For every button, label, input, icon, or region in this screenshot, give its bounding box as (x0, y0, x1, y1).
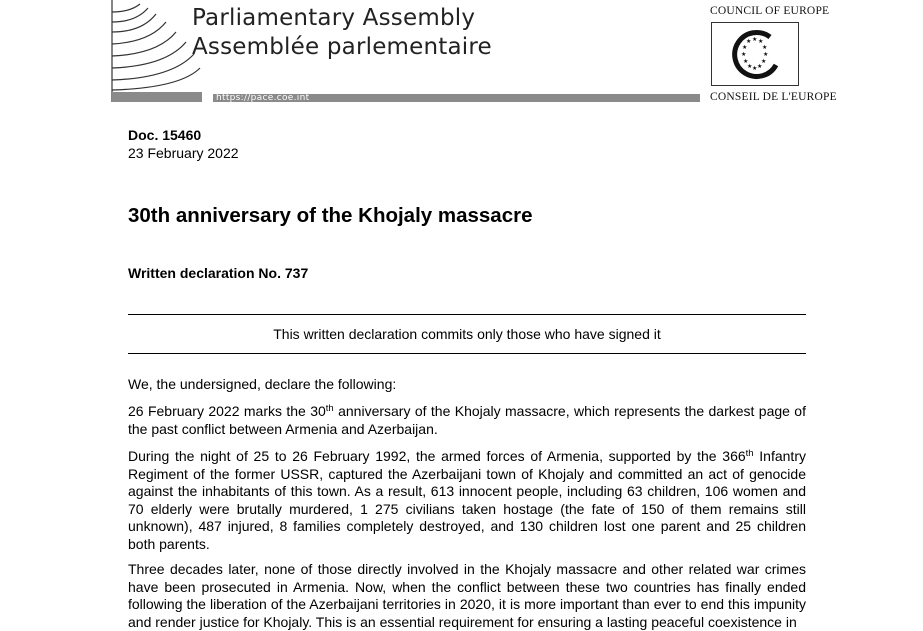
paragraph-anniversary (128, 403, 806, 438)
superscript: th (745, 448, 754, 459)
svg-text:★: ★ (746, 38, 752, 45)
svg-text:★: ★ (763, 51, 769, 58)
declaration-number: Written declaration No. 737 (128, 265, 309, 281)
top-divider (128, 314, 806, 315)
svg-text:★: ★ (758, 38, 764, 45)
paragraph-events (128, 448, 806, 553)
svg-text:★: ★ (761, 58, 767, 65)
council-of-europe-label: COUNCIL OF EUROPE (710, 5, 830, 17)
paragraph-text: Infantry Regiment of the former USSR, captured the Azerbaijani town of Khojaly and committed an act of genocide against the inhabitants of this town. As a result, 613 innocent people, including 63 children, 106 women and 70 elderly were brutally murdered, 1 275 civilians taken hostage (the fate of 150 of them remains still unknown), 487 injured, 8 families completely destroyed, and 130 children lost one parent and 25 children both parents. (128, 448, 806, 552)
svg-text:★: ★ (742, 44, 748, 51)
svg-text:★: ★ (757, 63, 763, 70)
paragraph-intro: We, the undersigned, declare the following: (128, 376, 397, 392)
document-date: 23 February 2022 (128, 145, 239, 161)
superscript: th (325, 403, 334, 414)
paragraph-text: During the night of 25 to 26 February 1992, the armed forces of Armenia, supported by the 366 (128, 448, 746, 464)
pace-hemicycle-logo (110, 0, 202, 102)
council-of-europe-logo (711, 22, 799, 86)
svg-text:★: ★ (743, 58, 749, 65)
document-header (0, 0, 923, 110)
paragraph-text: 26 February 2022 marks the 30 (128, 403, 326, 419)
commitment-notice: This written declaration commits only those who have signed it (273, 326, 661, 342)
pace-url[interactable]: https://pace.coe.int (216, 93, 310, 103)
paragraph-impunity: Three decades later, none of those directly involved in the Khojaly massacre and other related war crimes have been prosecuted in Armenia. Now, when the conflict between these two countries has finally ended following the liberation of the Azerbaijani territories in 2020, it is more important than ever to end this impunity and render justice for Khojaly. This is an essential requirement for ensuring a lasting peaceful coexistence in (128, 561, 806, 630)
assembly-name-french: Assemblée parlementaire (192, 34, 492, 60)
assembly-name-english: Parliamentary Assembly (192, 5, 476, 31)
bottom-divider (128, 353, 806, 354)
svg-text:★: ★ (762, 44, 768, 51)
document-number: Doc. 15460 (128, 127, 202, 143)
svg-text:★: ★ (752, 65, 758, 72)
svg-text:★: ★ (741, 51, 747, 58)
paragraph-text: anniversary of the Khojaly massacre, which represents the darkest page of the past conflict between Armenia and Azerbaijan. (128, 403, 806, 437)
svg-text:★: ★ (747, 63, 753, 70)
svg-text:★: ★ (752, 36, 758, 43)
conseil-de-l-europe-label: CONSEIL DE L'EUROPE (710, 91, 837, 103)
document-title: 30th anniversary of the Khojaly massacre (128, 204, 533, 227)
